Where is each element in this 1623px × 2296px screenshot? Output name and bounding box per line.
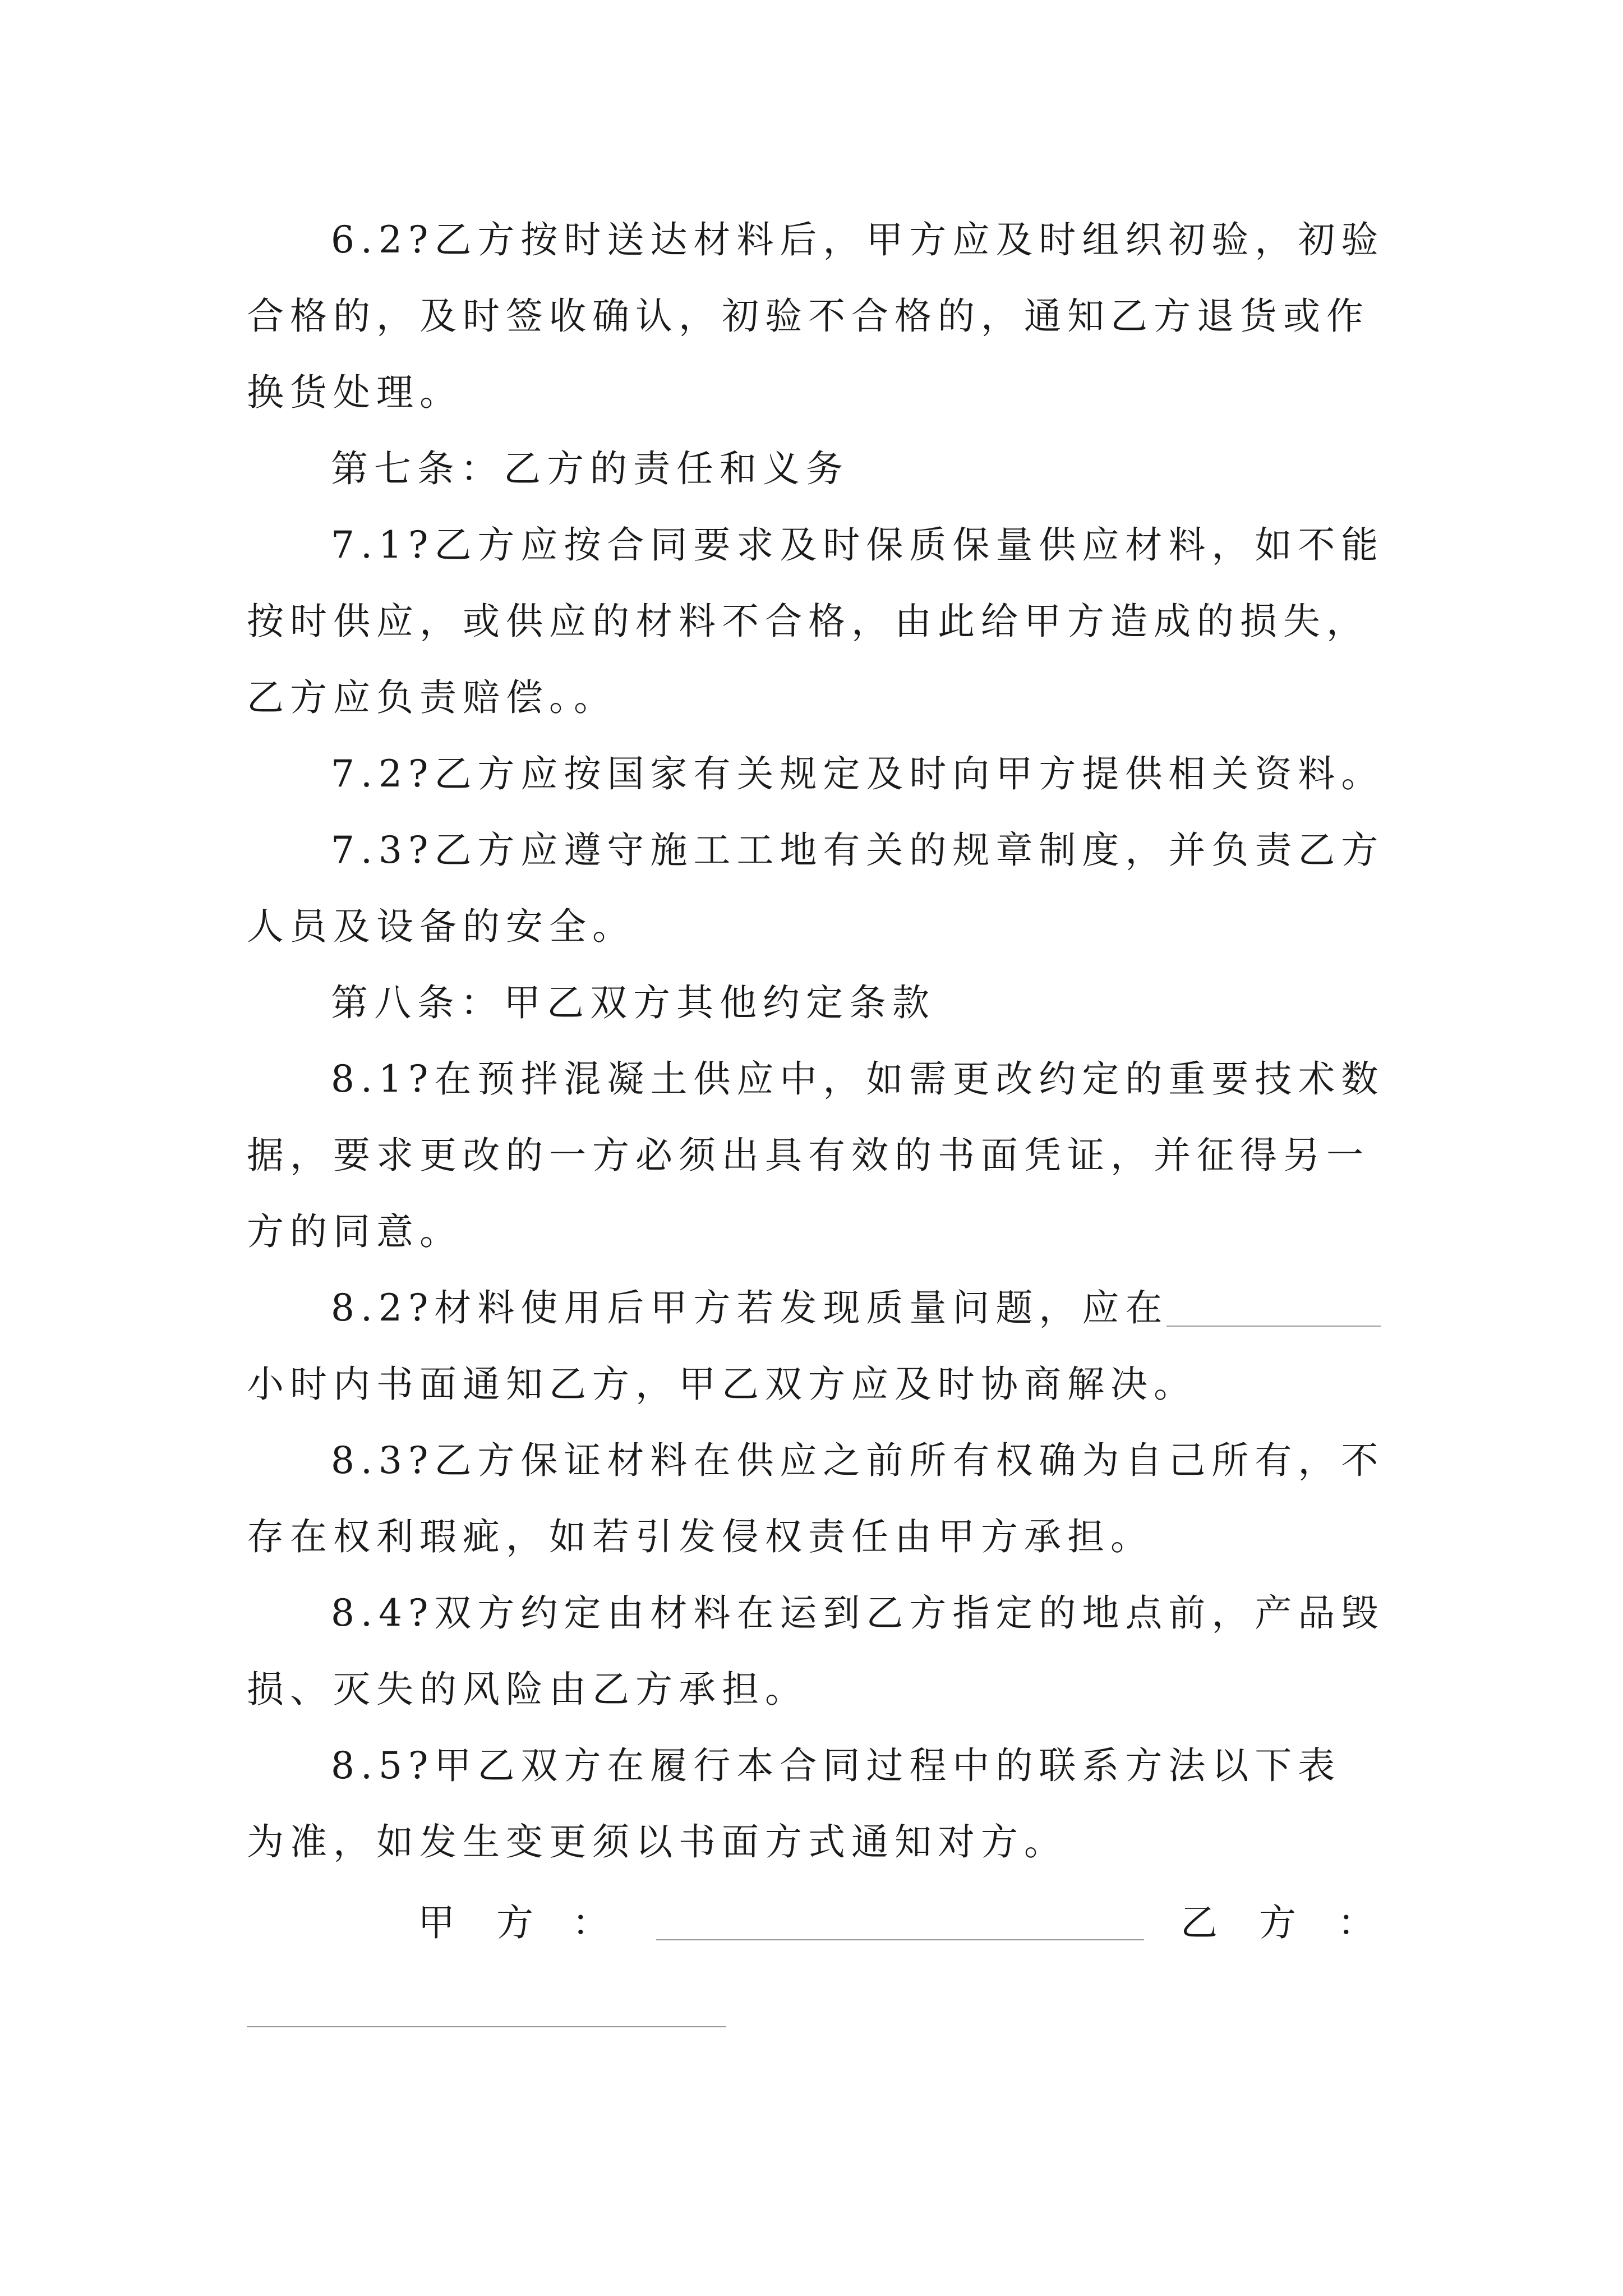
party-b-signature-line[interactable] <box>247 1998 726 2027</box>
clause-line: 小时内书面通知乙方，甲乙双方应及时协商解决。 <box>247 1363 1197 1406</box>
article-title: 第七条：乙方的责任和义务 <box>331 447 849 490</box>
clause-line: 方的同意。 <box>247 1210 463 1253</box>
clause-line: 8.3?乙方保证材料在供应之前所有权确为自己所有，不 <box>331 1439 1385 1482</box>
clause-line: 7.2?乙方应按国家有关规定及时向甲方提供相关资料。 <box>331 752 1385 795</box>
party-a-char: ： <box>572 1901 609 1944</box>
clause-line: 7.3?乙方应遵守施工工地有关的规章制度，并负责乙方 <box>331 829 1385 872</box>
clause-line: 8.2?材料使用后甲方若发现质量问题，应在 <box>331 1286 1169 1329</box>
clause-line: 为准，如发生变更须以书面方式通知对方。 <box>247 1820 1067 1864</box>
clause-line: 按时供应，或供应的材料不合格，由此给甲方造成的损失， <box>247 600 1370 643</box>
clause-line: 合格的，及时签收确认，初验不合格的，通知乙方退货或作 <box>247 295 1370 338</box>
clause-line: 人员及设备的安全。 <box>247 905 635 948</box>
signature-row <box>0 1901 1623 1944</box>
party-a-char: 方 <box>496 1901 533 1944</box>
clause-line: 8.1?在预拌混凝土供应中，如需更改约定的重要技术数 <box>331 1057 1385 1101</box>
article-title: 第八条：甲乙双方其他约定条款 <box>331 981 935 1024</box>
clause-line: 损、灭失的风险由乙方承担。 <box>247 1668 808 1711</box>
blank-hours-field[interactable] <box>1166 1297 1381 1327</box>
party-a-signature-line[interactable] <box>656 1911 1144 1940</box>
clause-line: 存在权利瑕疵，如若引发侵权责任由甲方承担。 <box>247 1515 1154 1558</box>
clause-line: 8.5?甲乙双方在履行本合同过程中的联系方法以下表 <box>331 1744 1341 1787</box>
clause-line: 8.4?双方约定由材料在运到乙方指定的地点前，产品毁 <box>331 1591 1385 1635</box>
clause-line: 6.2?乙方按时送达材料后，甲方应及时组织初验，初验 <box>331 218 1385 261</box>
party-a-char: 甲 <box>418 1901 455 1944</box>
clause-line: 据，要求更改的一方必须出具有效的书面凭证，并征得另一 <box>247 1134 1370 1177</box>
party-b-char: ： <box>1338 1901 1375 1944</box>
clause-line: 换货处理。 <box>247 371 463 414</box>
clause-line: 7.1?乙方应按合同要求及时保质保量供应材料，如不能 <box>331 523 1385 567</box>
clause-line: 乙方应负责赔偿。。 <box>247 676 617 719</box>
party-b-char: 乙 <box>1181 1901 1218 1944</box>
party-b-char: 方 <box>1259 1901 1296 1944</box>
